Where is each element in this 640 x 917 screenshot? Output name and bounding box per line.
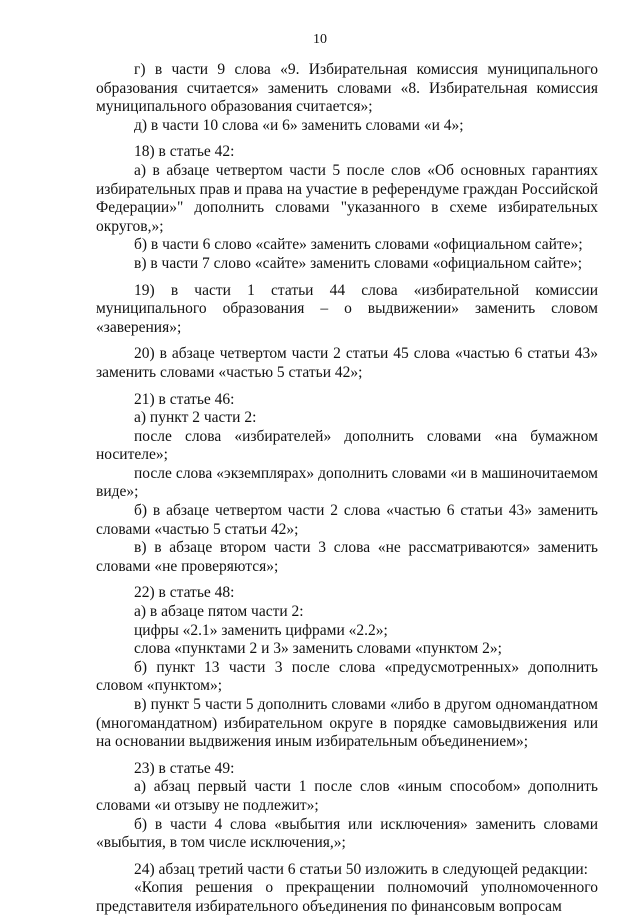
paragraph: слова «пунктами 2 и 3» заменить словами «пунктом 2»; xyxy=(134,640,502,658)
paragraph: 20) в абзаце четвертом части 2 статьи 45 слова «частью 6 статьи 43» заменить словами «частью 5 статьи 42»; xyxy=(96,345,598,381)
paragraph: 23) в статье 49: xyxy=(134,759,235,777)
paragraph: б) пункт 13 части 3 после слова «предусмотренных» дополнить словом «пунктом»; xyxy=(96,658,598,695)
paragraph: после слова «избирателей» дополнить словами «на бумажном носителе»; xyxy=(96,427,598,464)
paragraph: а) абзац первый части 1 после слов «иным способом» дополнить словами «и отзыву не подлежит»; xyxy=(96,778,598,814)
page-number: 10 xyxy=(313,32,327,47)
paragraph: цифры «2.1» заменить цифрами «2.2»; xyxy=(134,621,388,639)
paragraph: 24) абзац третий части 6 статьи 50 изложить в следующей редакции: xyxy=(134,860,588,878)
paragraph: в) в части 7 слово «сайте» заменить словами «официальном сайте»; xyxy=(134,254,583,272)
paragraph: 18) в статье 42: xyxy=(134,143,235,161)
paragraph: в) в абзаце втором части 3 слова «не рассматриваются» заменить словами «не проверяются»; xyxy=(96,539,598,575)
paragraph: а) в абзаце четвертом части 5 после слов «Об основных гарантиях избирательных прав и права на участие в референдуме граждан Российской Федерации»" дополнить словами "указанного в схеме избирательных округов,»; xyxy=(96,161,598,235)
paragraph: б) в части 6 слово «сайте» заменить словами «официальном сайте»; xyxy=(134,236,583,254)
paragraph: 21) в статье 46: xyxy=(134,390,235,408)
paragraph: 19) в части 1 статьи 44 слова «избирательной комиссии муниципального образования – о выдвижении» заменить словом «заверения»; xyxy=(96,281,598,336)
paragraph: 22) в статье 48: xyxy=(134,584,235,602)
document-body xyxy=(96,61,598,917)
paragraph: б) в абзаце четвертом части 2 слова «частью 6 статьи 43» заменить словами «частью 5 статьи 42»; xyxy=(96,502,598,538)
paragraph: а) в абзаце пятом части 2: xyxy=(134,603,304,621)
paragraph: в) пункт 5 части 5 дополнить словами «либо в другом одномандатном (многомандатном) избирательном округе в порядке самовыдвижения или на основании выдвижения иным избирательным объединением»; xyxy=(96,696,598,751)
paragraph: б) в части 4 слова «выбытия или исключения» заменить словами «выбытия, в том числе исключения,»; xyxy=(96,815,598,852)
paragraph: а) пункт 2 части 2: xyxy=(134,409,257,427)
paragraph: д) в части 10 слова «и 6» заменить словами «и 4»; xyxy=(134,116,464,134)
paragraph: «Копия решения о прекращении полномочий уполномоченного представителя избирательного объединения по финансовым вопросам xyxy=(96,879,598,915)
paragraph: г) в части 9 слова «9. Избирательная комиссия муниципального образования считается» заменить словами «8. Избирательная комиссия муниципального образования считается»; xyxy=(96,61,598,116)
paragraph: после слова «экземплярах» дополнить словами «и в машиночитаемом виде»; xyxy=(96,464,598,501)
